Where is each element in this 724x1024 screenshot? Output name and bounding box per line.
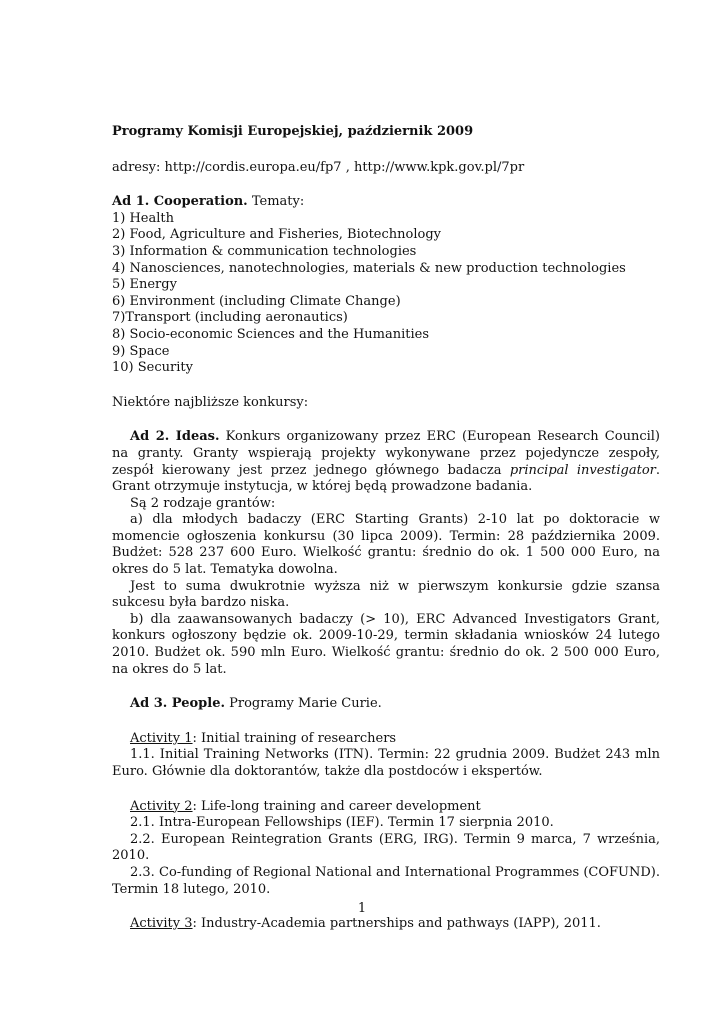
document-title: Programy Komisji Europejskiej, październik 2009: [112, 124, 474, 139]
activity-item: 1.1. Initial Training Networks (ITN). Termin: 22 grudnia 2009. Budżet 243 mln Euro. Głównie dla doktorantów, także dla postdoców i ekspertów.: [112, 747, 660, 779]
activity-2-heading: [112, 799, 660, 816]
heading-people-rest: Programy Marie Curie.: [225, 696, 382, 712]
topic-item: 2) Food, Agriculture and Fisheries, Biotechnology: [112, 227, 442, 243]
section-heading-cooperation: [112, 194, 660, 211]
activity-3-title: : Industry-Academia partnerships and pathways (IAPP), 2011.: [192, 916, 601, 932]
activity-3-heading: [112, 916, 660, 933]
ideas-intro-text-end: . Grant otrzymuje instytucja, w której będą prowadzone badania.: [112, 462, 660, 495]
activity-2-title: : Life-long training and career development: [192, 798, 481, 814]
activity-1: [112, 731, 660, 781]
ideas-intro: [112, 429, 660, 495]
activity-item: 2.3. Co-funding of Regional National and International Programmes (COFUND). Termin 18 lutego, 2010.: [112, 864, 660, 897]
document-page: [112, 124, 660, 933]
grant-type-a: a) dla młodych badaczy (ERC Starting Grants) 2-10 lat po doktoracie w momencie ogłoszenia konkursu (30 lipca 2009). Termin: 28 października 2009. Budżet: 528 237 600 Euro. Wielkość grantu: średnio do ok. 1 500 000 Euro, na okres do 5 lat. Tematyka dowolna.: [112, 512, 660, 578]
section-ideas: [112, 429, 660, 678]
activity-2: [112, 799, 660, 899]
activity-1-heading: [112, 731, 660, 748]
topic-item: 10) Security: [112, 360, 193, 376]
topic-item: 4) Nanosciences, nanotechnologies, materials & new production technologies: [112, 260, 626, 276]
topic-item: 3) Information & communication technologies: [112, 243, 417, 259]
grant-types: Są 2 rodzaje grantów:: [130, 495, 276, 511]
activity-3: [112, 916, 660, 933]
heading-people: Ad 3. People.: [130, 696, 225, 712]
grant-note: Jest to suma dwukrotnie wyższa niż w pierwszym konkursie gdzie szansa sukcesu była bardzo niska.: [112, 578, 660, 611]
activity-2-label: Activity 2: [130, 798, 193, 814]
upcoming-calls: Niektóre najbliższe konkursy:: [112, 394, 309, 410]
ideas-intro-text: Konkurs organizowany przez ERC (European Research Council) na granty. Granty wspierają projekty wykonywane przez pojedyncze zespoły, zespół kierowany jest przez jednego głównego badacza: [112, 429, 660, 478]
section-people: [112, 696, 660, 933]
activity-item: 2.1. Intra-European Fellowships (IEF). Termin 17 sierpnia 2010.: [130, 815, 554, 831]
heading-ideas: Ad 2. Ideas.: [130, 429, 220, 445]
activity-1-label: Activity 1: [130, 730, 193, 746]
topic-item: 9) Space: [112, 343, 170, 359]
addresses-line: adresy: http://cordis.europa.eu/fp7 , http://www.kpk.gov.pl/7pr: [112, 159, 525, 175]
topic-item: 7)Transport (including aeronautics): [112, 310, 348, 326]
grant-type-b: b) dla zaawansowanych badaczy (> 10), ERC Advanced Investigators Grant, konkurs ogłoszony będzie ok. 2009-10-29, termin składania wniosków 24 lutego 2010. Budżet ok. 590 mln Euro. Wielkość grantu: średnio do ok. 2 500 000 Euro, na okres do 5 lat.: [112, 611, 660, 677]
activity-item: 2.2. European Reintegration Grants (ERG, IRG). Termin 9 marca, 7 września, 2010.: [112, 831, 660, 864]
heading-cooperation: Ad 1. Cooperation.: [112, 194, 248, 210]
ideas-intro-italic: principal investigator: [509, 462, 656, 478]
heading-cooperation-rest: Tematy:: [247, 194, 305, 210]
topic-item: 5) Energy: [112, 277, 177, 293]
section-heading-people: [112, 696, 660, 713]
topic-item: 1) Health: [112, 210, 175, 226]
section-cooperation: [112, 194, 660, 411]
activity-3-label: Activity 3: [130, 916, 193, 932]
page-number: 1: [357, 901, 367, 916]
topic-item: 6) Environment (including Climate Change): [112, 293, 401, 309]
topic-item: 8) Socio-economic Sciences and the Humanities: [112, 326, 430, 342]
activity-1-title: : Initial training of researchers: [192, 730, 397, 746]
